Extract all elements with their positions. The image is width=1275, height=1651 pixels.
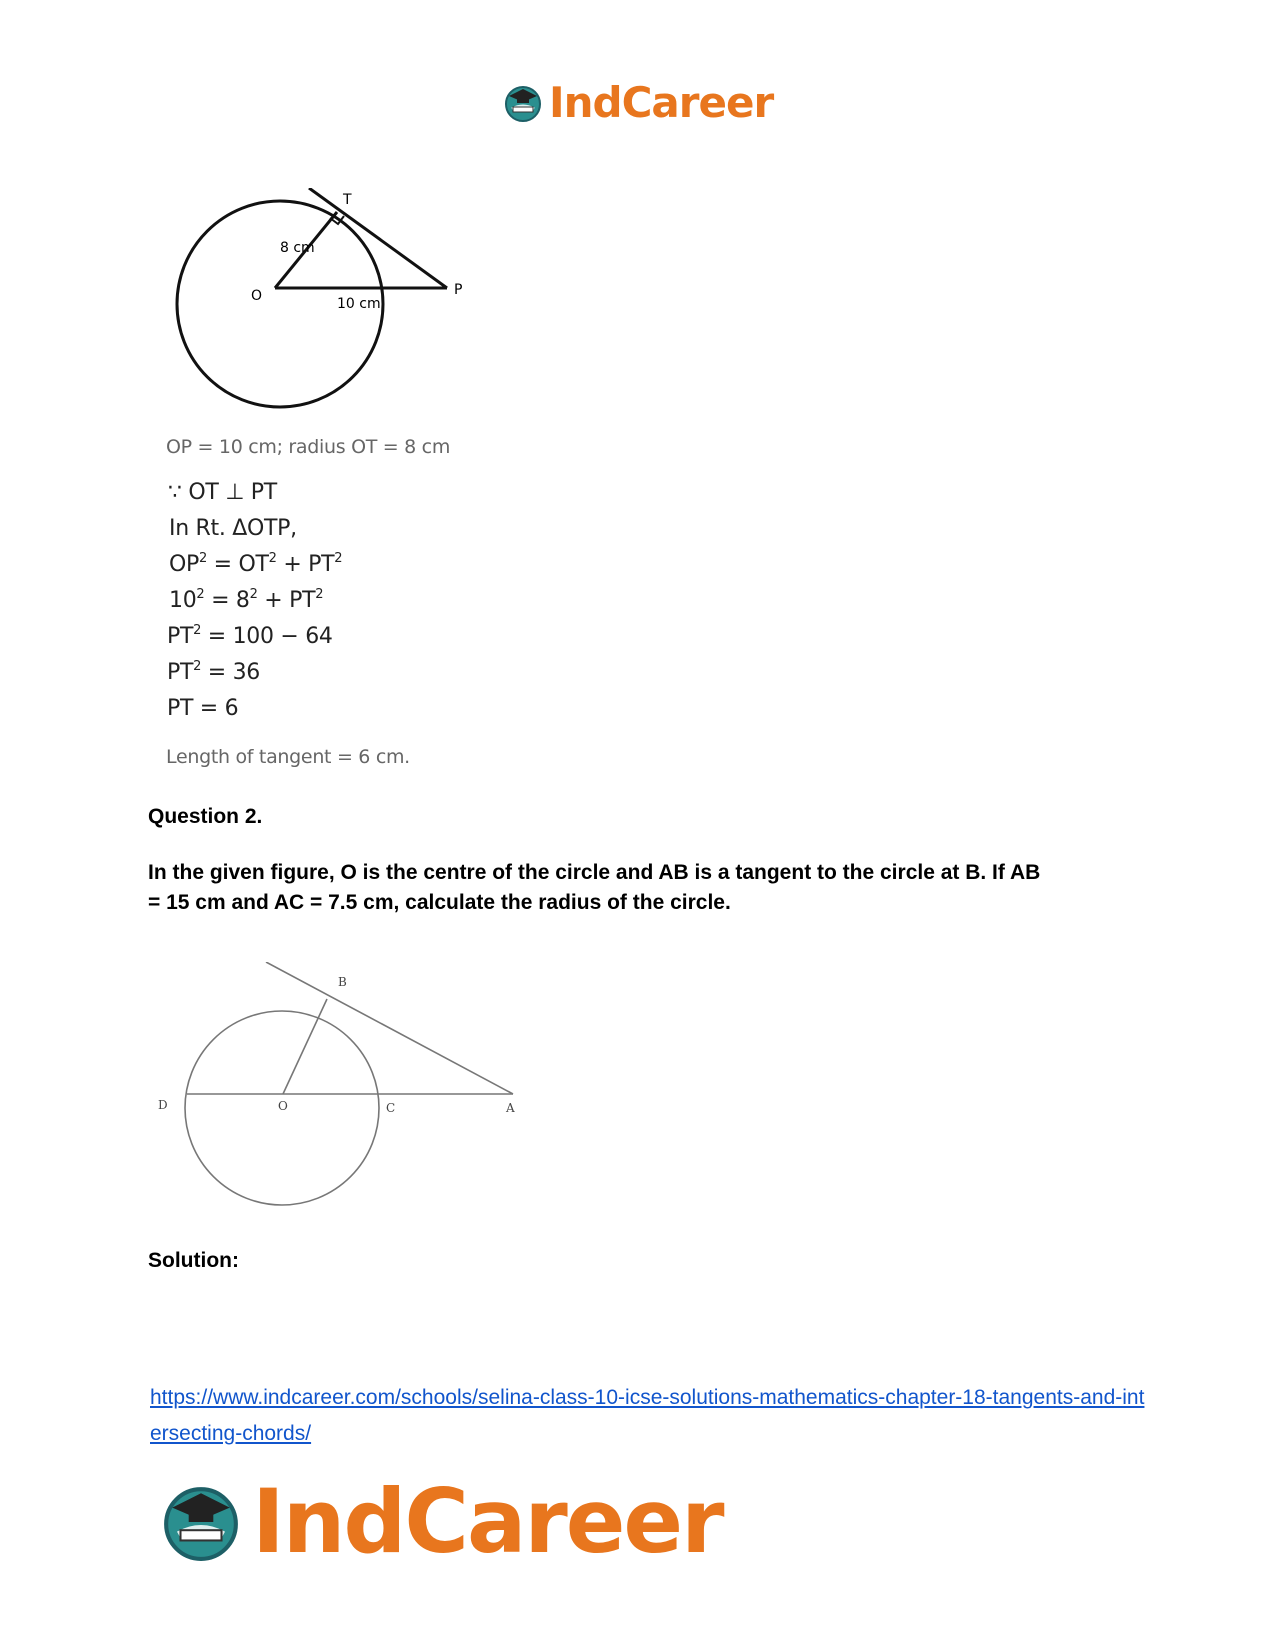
solution1-step-4 [169, 588, 323, 613]
solution1-step-5-text: $PT^2 = 100 - 64$ [167, 623, 333, 649]
figure-tangent-otp [175, 188, 495, 413]
fig2-tangent-ab [266, 962, 513, 1094]
fig1-label-t: T [343, 192, 352, 208]
fig1-label-o: O [251, 288, 263, 304]
solution1-step-1: ∵ OT ⊥ PT [168, 480, 277, 505]
question2-text-line1: In the given figure, O is the centre of the circle and AB is a tangent to the circle at B. If AB [148, 861, 1041, 884]
solution1-step-6 [167, 660, 260, 685]
question2-text [148, 858, 1148, 918]
fig2-label-o: O [278, 1099, 288, 1113]
solution1-step-3 [169, 552, 342, 577]
solution1-step-5 [167, 624, 333, 649]
graduation-globe-icon [503, 83, 543, 123]
solution1-step-6-text: $PT^2 = 36$ [167, 659, 261, 685]
header-logo-text: IndCareer [549, 78, 774, 127]
figure-tangent-ab [150, 962, 530, 1212]
fig1-label-p: P [454, 282, 463, 298]
footer-logo [160, 1470, 723, 1573]
solution1-given: OP = 10 cm; radius OT = 8 cm [166, 436, 451, 458]
question2-heading: Question 2. [148, 805, 263, 828]
fig1-label-ot: 8 cm [280, 240, 315, 256]
source-url-link[interactable]: https://www.indcareer.com/schools/selina-class-10-icse-solutions-mathematics-chapter-18-tangents-and-intersecting-chords/ [150, 1386, 1145, 1445]
solution2-heading: Solution: [148, 1249, 239, 1272]
solution1-step-3-text: $OP^2 = OT^2 + PT^2$ [169, 551, 343, 577]
solution1-step-7: PT = 6 [167, 696, 239, 721]
solution1-result: Length of tangent = 6 cm. [166, 746, 410, 768]
fig2-label-b: B [338, 975, 347, 989]
graduation-globe-icon [160, 1481, 242, 1563]
question2-text-line2: = 15 cm and AC = 7.5 cm, calculate the radius of the circle. [148, 891, 731, 914]
header-logo [503, 78, 773, 127]
solution1-step-2: In Rt. ΔOTP, [169, 516, 297, 541]
fig2-label-d: D [158, 1098, 168, 1112]
fig2-label-a: A [506, 1101, 515, 1115]
solution1-step-4-text: $10^2 = 8^2 + PT^2$ [169, 587, 324, 613]
fig1-label-op: 10 cm [337, 296, 381, 312]
footer-logo-text: IndCareer [252, 1470, 723, 1573]
fig2-label-c: C [386, 1101, 396, 1115]
